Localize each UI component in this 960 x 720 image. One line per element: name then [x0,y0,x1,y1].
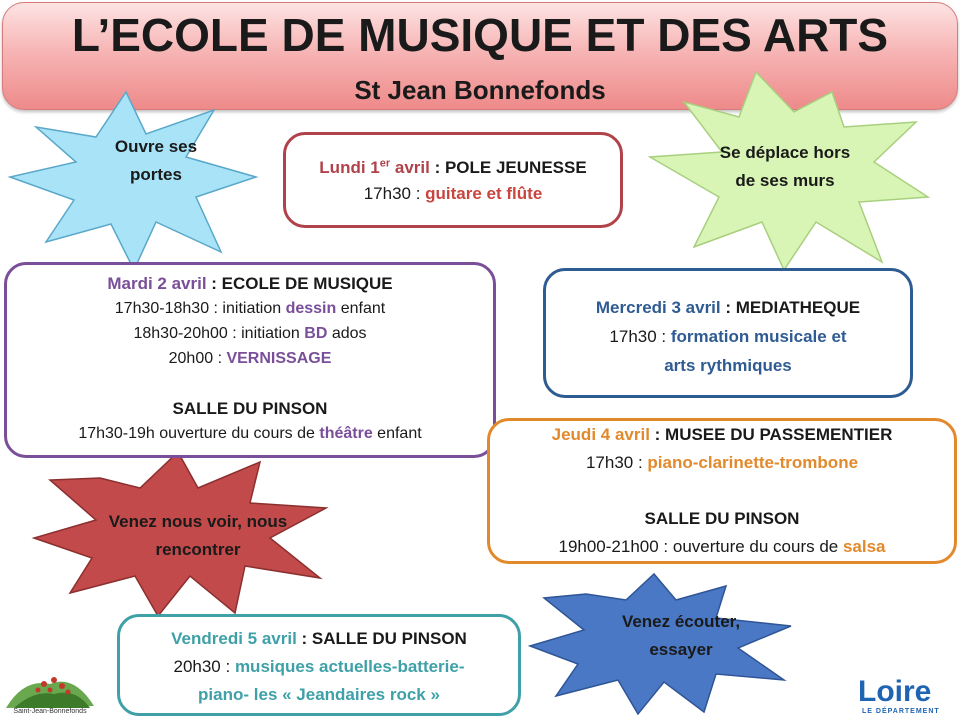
event-mardi-spacer [7,371,493,396]
event-vendredi [117,614,521,716]
event-jeudi-line-b: salsa [842,537,886,556]
event-mardi-line3-b: VERNISSAGE [226,350,332,367]
event-vendredi-day: Vendredi 5 avril [171,629,297,648]
loire-logo-sub: LE DÉPARTEMENT [862,708,940,715]
event-lundi-activity: guitare et flûte [425,184,543,203]
event-mercredi-line1 [546,322,910,351]
event-mardi-line3-a: 20h00 : [168,350,227,367]
event-jeudi-activity: piano-clarinette-trombone [647,453,859,472]
left-logo-caption: Saint-Jean-Bonnefonds [13,708,87,715]
event-vendredi-time: 20h30 : [173,657,235,676]
event-lundi [283,132,623,228]
event-lundi-header [286,155,620,181]
event-mardi-line1-c: enfant [336,300,386,317]
event-jeudi [487,418,957,564]
star-deplace-label: Se déplace hors de ses murs [719,143,851,190]
event-lundi-line [286,181,620,207]
event-mardi [4,262,496,458]
event-mardi-line4-b: théâtre [319,425,373,442]
event-mercredi-day: Mercredi 3 avril [595,298,721,317]
event-mardi-line4 [7,421,493,446]
event-lundi-place: : POLE JEUNESSE [429,158,587,177]
event-jeudi-header [490,421,954,449]
event-jeudi-line-a: 19h00-21h00 : ouverture du cours de [558,537,843,556]
event-lundi-time: 17h30 : [363,184,426,203]
star-ouvre-label: Ouvre ses portes [114,137,198,184]
event-lundi-day-end: avril [390,158,430,177]
event-mercredi [543,268,913,398]
event-jeudi-spacer [490,477,954,505]
event-jeudi-line1 [490,449,954,477]
loire-logo [858,676,958,718]
hills-icon [4,670,96,710]
star-venez-ecouter-label: Venez écouter, essayer [621,612,741,659]
page-subtitle: St Jean Bonnefonds [354,75,606,105]
saint-jean-bonnefonds-logo [4,670,96,718]
event-mercredi-time: 17h30 : [609,327,671,346]
event-mardi-line2-c: ados [327,325,367,342]
event-mercredi-header [546,293,910,322]
event-mardi-header [7,271,493,296]
event-mardi-line2-b: BD [304,325,328,342]
event-jeudi-line2 [490,533,954,561]
event-mardi-line2-a: 18h30-20h00 : initiation [133,325,305,342]
event-jeudi-place: : MUSEE DU PASSEMENTIER [649,425,893,444]
event-mardi-line1 [7,296,493,321]
event-mardi-place: : ECOLE DE MUSIQUE [206,274,393,293]
event-jeudi-salle: SALLE DU PINSON [644,509,800,528]
event-vendredi-line1 [120,653,518,681]
event-vendredi-activity1: musiques actuelles-batterie- [234,657,465,676]
page-title: L’ECOLE DE MUSIQUE ET DES ARTS [71,9,889,61]
event-jeudi-time: 17h30 : [585,453,648,472]
event-mercredi-activity1: formation musicale et [670,327,847,346]
event-mardi-line4-a: 17h30-19h ouverture du cours de [78,425,320,442]
event-mardi-day: Mardi 2 avril [107,274,207,293]
event-vendredi-place: : SALLE DU PINSON [296,629,467,648]
event-mercredi-activity2: arts rythmiques [664,356,792,375]
event-jeudi-day: Jeudi 4 avril [551,425,650,444]
event-mardi-line1-a: 17h30-18h30 : initiation [114,300,286,317]
event-vendredi-activity2: piano- les « Jeandaires rock » [198,685,440,704]
event-mardi-line2 [7,321,493,346]
event-mardi-line3 [7,346,493,371]
star-venez-voir-label: Venez nous voir, nous rencontrer [108,512,288,559]
loire-logo-word: Loire [858,675,932,708]
event-mardi-line4-c: enfant [372,425,422,442]
event-lundi-day-sup: er [379,157,391,170]
event-vendredi-header [120,625,518,653]
event-mardi-salle: SALLE DU PINSON [172,399,328,418]
event-lundi-day: Lundi 1 [319,158,380,177]
event-mardi-line1-b: dessin [285,300,337,317]
event-mercredi-place: : MEDIATHEQUE [720,298,861,317]
